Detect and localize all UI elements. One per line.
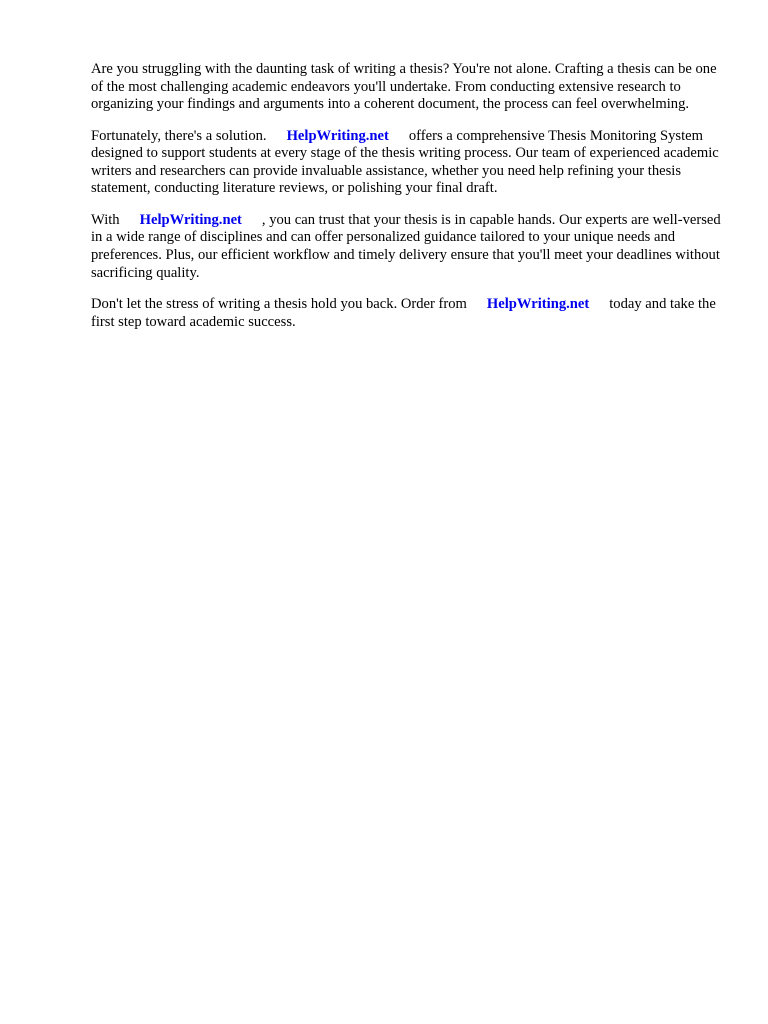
paragraph-text-before: Fortunately, there's a solution. [91,127,267,144]
paragraph-text-after: , you can trust that your thesis is in capable hands. Our experts are well-versed in a wide range of disciplines and can offer personalized guidance tailored to your unique needs and preferences. Plus, our efficient workflow and timely delivery ensure that you'll meet your deadlines without sacrificing quality. [91,211,721,281]
helpwriting-link[interactable]: HelpWriting.net [486,295,590,312]
helpwriting-link[interactable]: HelpWriting.net [286,127,389,144]
helpwriting-link[interactable]: HelpWriting.net [139,211,242,228]
paragraph-trust [91,212,731,282]
paragraph-text-before: With [91,211,120,228]
paragraph-text-after: today and take the first step toward academic success. [91,295,716,330]
paragraph-order [91,296,731,331]
document-body [91,61,731,345]
paragraph-text: Are you struggling with the daunting task of writing a thesis? You're not alone. Crafting a thesis can be one of the most challenging academic endeavors you'll undertake. From conducting extensive research to organizing your findings and arguments into a coherent document, the process can feel overwhelming. [91,61,717,113]
paragraph-solution [91,128,731,198]
paragraph-text-after: offers a comprehensive Thesis Monitoring System designed to support students at every stage of the thesis writing process. Our team of experienced academic writers and researchers can provide invaluable assistance, whether you need help refining your thesis statement, conducting literature reviews, or polishing your final draft. [91,127,719,197]
paragraph-text-before: Don't let the stress of writing a thesis hold you back. Order from [91,295,467,312]
paragraph-intro [91,61,731,114]
